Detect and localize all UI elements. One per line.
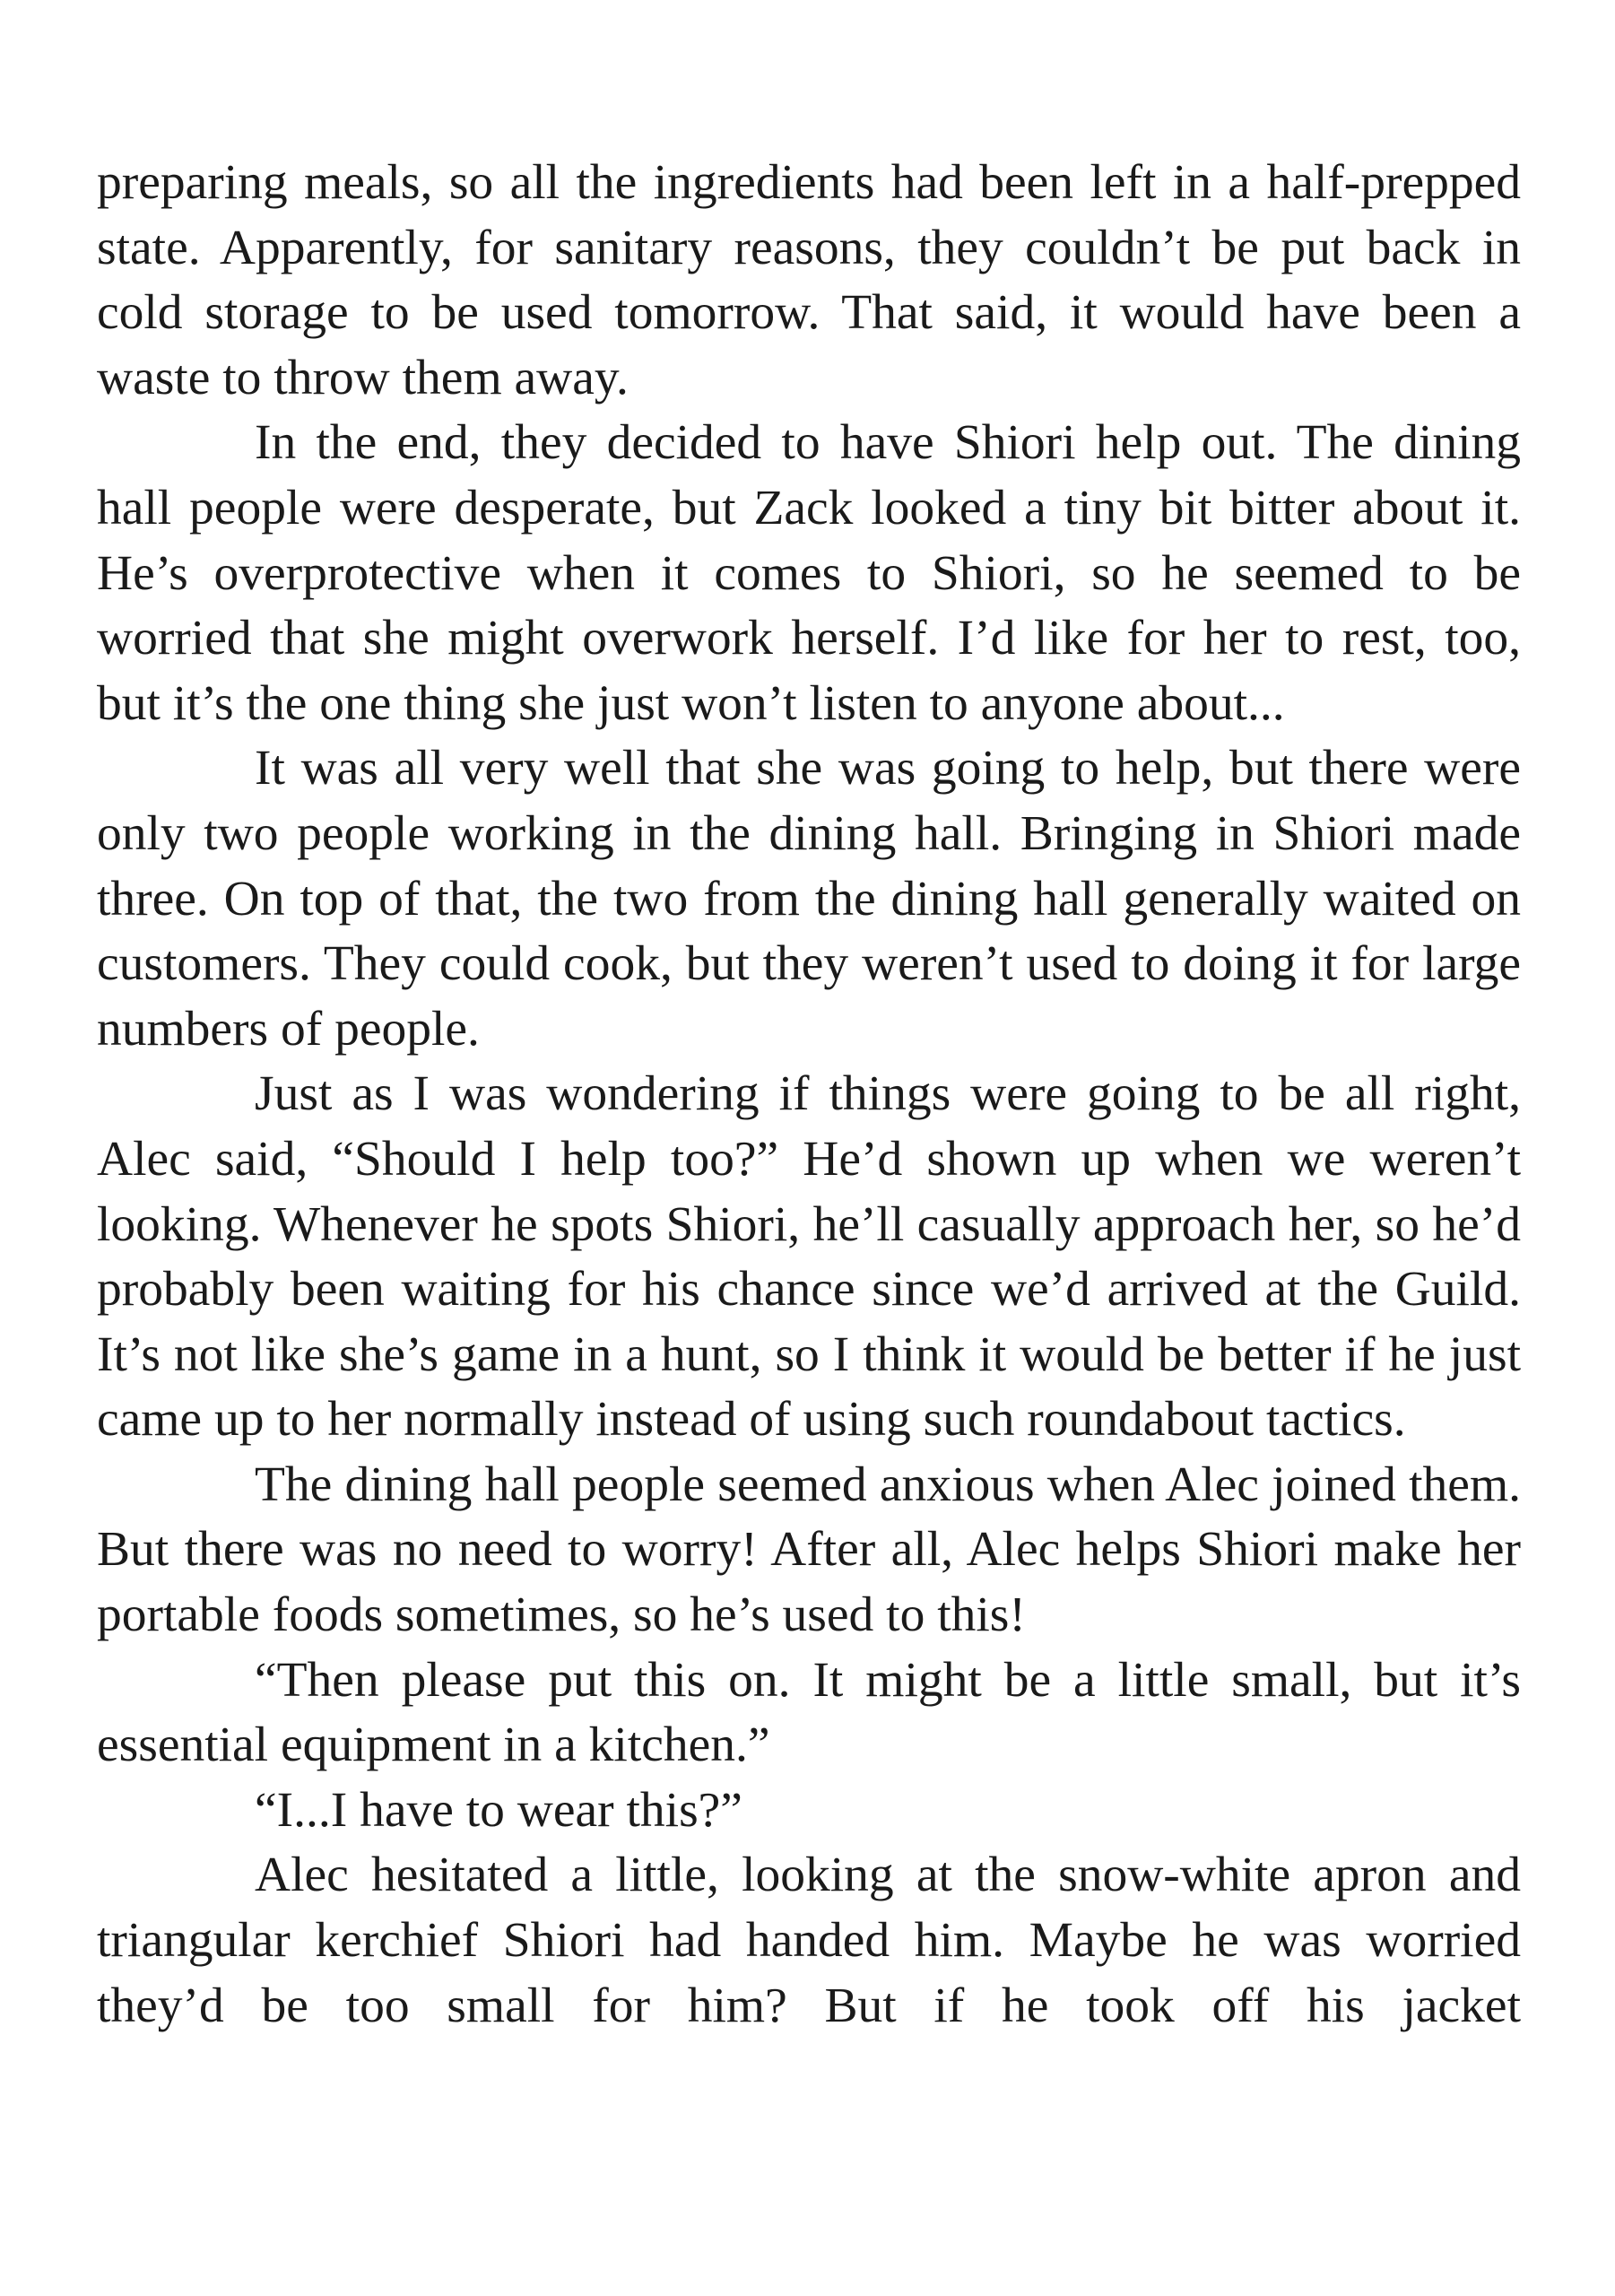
paragraph: “Then please put this on. It might be a little small, but it’s essential equipment in a kitchen.” <box>97 1652 1521 1773</box>
paragraph: The dining hall people seemed anxious when Alec joined them. But there was no need to worry! After all, Alec helps Shiori make her portable foods sometimes, so he’s used to this! <box>97 1457 1521 1643</box>
paragraph: Just as I was wondering if things were going to be all right, Alec said, “Should I help too?” He’d shown up when we weren’t looking. Whenever he spots Shiori, he’ll casually approach her, so he’d probably been waiting for his chance since we’d arrived at the Guild. It’s not like she’s game in a hunt, so I think it would be better if he just came up to her normally instead of using such roundabout tactics. <box>97 1066 1521 1448</box>
paragraph: “I...I have to wear this?” <box>255 1782 742 1838</box>
paragraph: It was all very well that she was going to help, but there were only two people working in the dining hall. Bringing in Shiori made three. On top of that, the two from the dining hall generally waited on customers. They could cook, but they weren’t used to doing it for large numbers of people. <box>97 741 1521 1057</box>
paragraph: In the end, they decided to have Shiori help out. The dining hall people were desperate, but Zack looked a tiny bit bitter about it. He’s overprotective when it comes to Shiori, so he seemed to be worried that she might overwork herself. I’d like for her to rest, too, but it’s the one thing she just won’t listen to anyone about... <box>97 415 1521 731</box>
paragraph-last: Alec hesitated a little, looking at the snow-white apron and triangular kerchief Shiori had handed him. Maybe he was worried they’d be too small for him? But if he took off his jacket <box>97 1848 1521 2033</box>
paragraph: preparing meals, so all the ingredients had been left in a half-prepped state. Apparently, for sanitary reasons, they couldn’t be put back in cold storage to be used tomorrow. That said, it would have been a waste to throw them away. <box>97 155 1521 405</box>
book-page <box>97 151 1521 2039</box>
